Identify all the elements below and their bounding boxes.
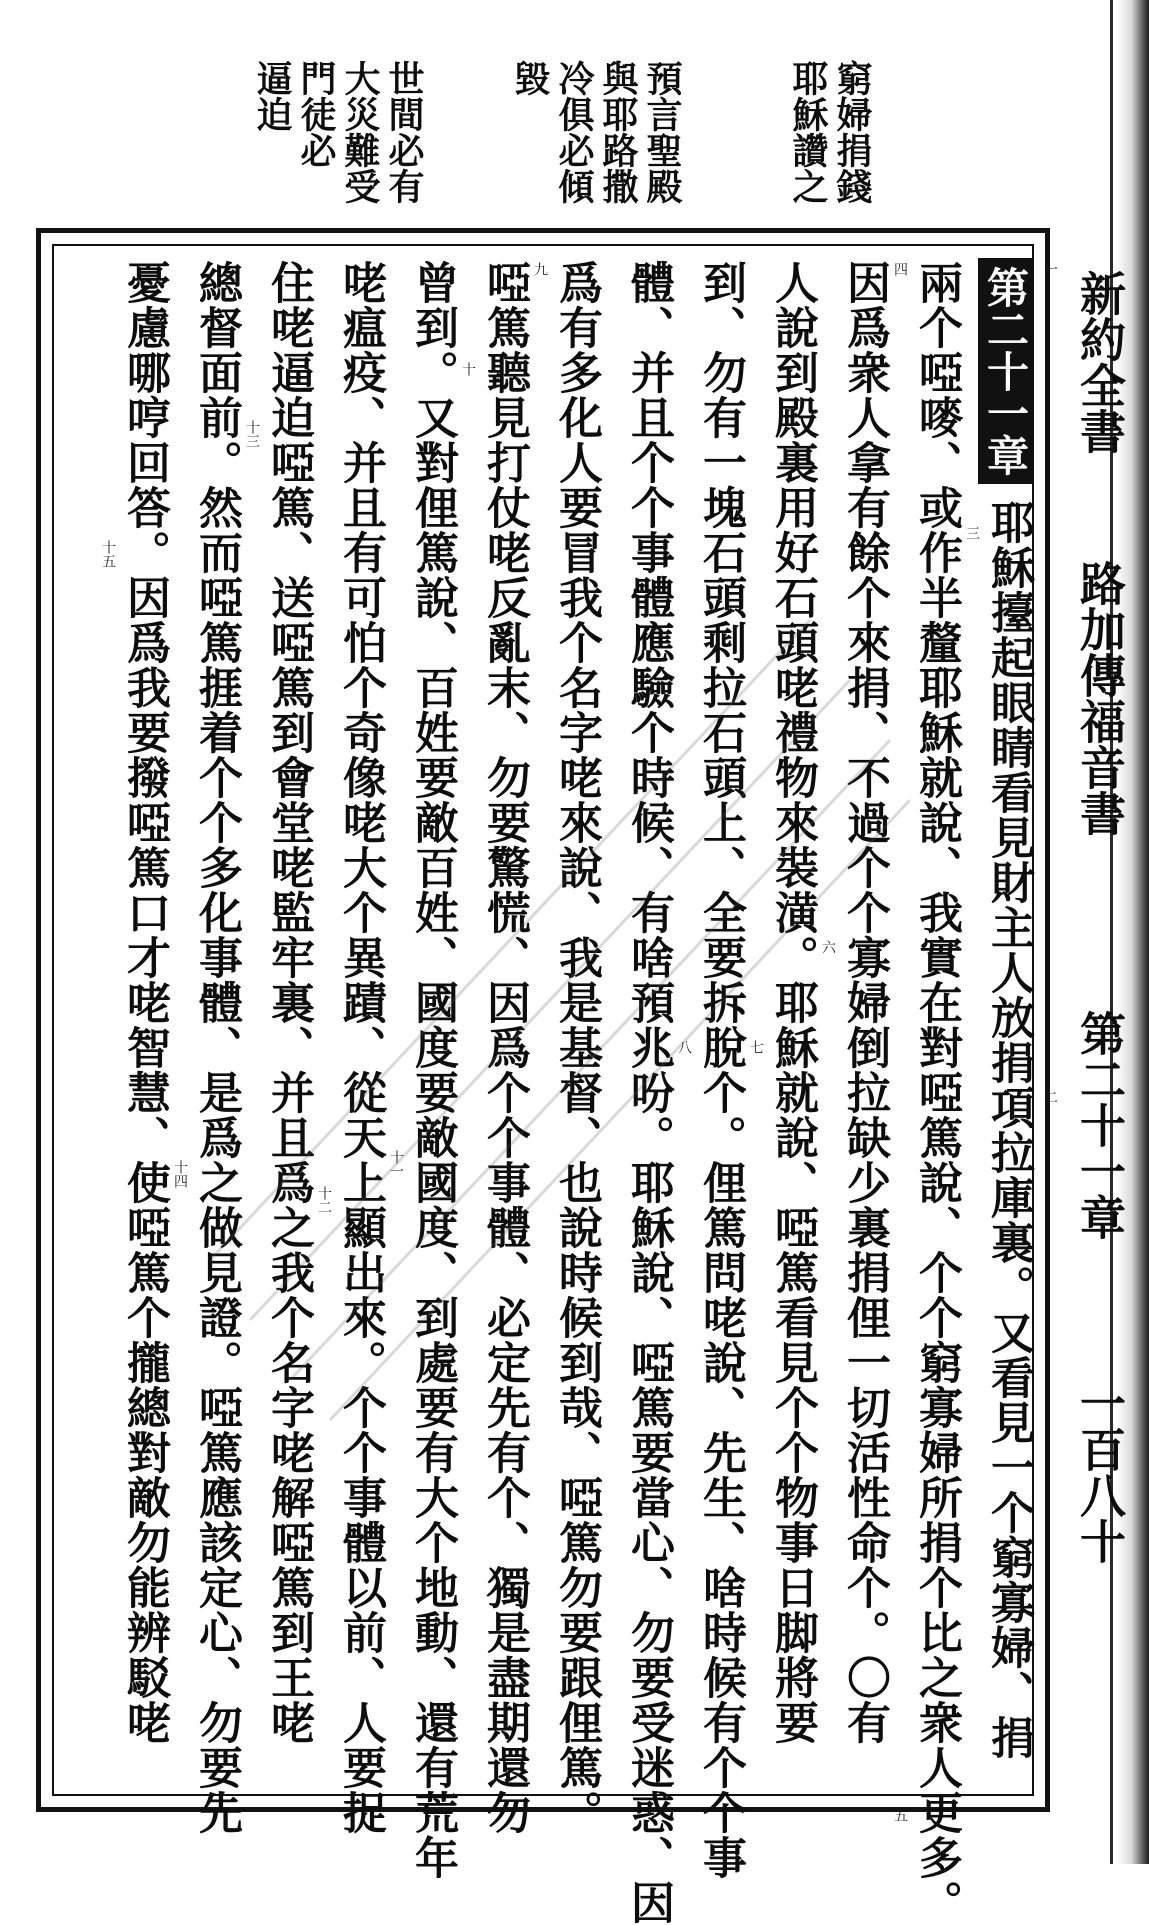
verse-number: 二 — [1042, 1090, 1058, 1104]
margin-gloss: 大災難受 — [339, 60, 381, 204]
margin-gloss: 耶穌讚之 — [787, 60, 829, 204]
margin-gloss: 世間必有 — [383, 60, 425, 204]
body-column-11: 住咾逼迫啞篤、送啞篤到會堂咾監牢裏、并且爲之我个名字咾解啞篤到王咾 — [263, 260, 314, 1745]
verse-number: 四 — [892, 262, 908, 276]
book-title: 新約全書 — [1073, 270, 1127, 454]
body-column-5: 到、勿有一塊石頭剩拉石頭上、全要拆脫个。俚篤問咾說、先生、啥時候有个个事 — [695, 260, 746, 1880]
margin-gloss: 冷俱必傾 — [553, 60, 595, 204]
verse-number: 九 — [532, 262, 548, 276]
margin-gloss: 預言聖殿 — [641, 60, 683, 204]
body-column-3: 因爲衆人拿有餘个來捐、不過个个寡婦倒拉缺少裏捐俚一切活性命个。〇有 — [839, 260, 890, 1745]
verse-number: 七 — [748, 1040, 764, 1054]
chapter-mark: 第二十一章 — [978, 258, 1032, 484]
verse-number: 六 — [820, 940, 836, 954]
verse-number: 十四 — [172, 1160, 188, 1188]
verse-number: 五 — [892, 1808, 908, 1822]
body-column-4: 人說到殿裏用好石頭咾禮物來裝潢。耶穌就說、啞篤看見个个物事日脚將要 — [767, 260, 818, 1745]
verse-number: 三 — [964, 526, 980, 540]
body-column-7: 爲有多化人要冒我个名字咾來說、我是基督、也說時候到哉、啞篤勿要跟俚篤。 — [551, 260, 602, 1835]
verse-number: 十 — [460, 362, 476, 376]
body-column-1: 耶穌擡起眼睛看見財主人放捐項拉庫裏。又看見一个窮寡婦、捐 — [983, 500, 1034, 1760]
body-column-12: 總督面前。然而啞篤捱着个个多化事體、是爲之做見證。啞篤應該定心、勿要先 — [191, 260, 242, 1835]
margin-gloss: 門徒必 — [295, 60, 337, 168]
verse-number: 十三 — [244, 420, 260, 448]
margin-gloss: 窮婦捐錢 — [831, 60, 873, 204]
body-column-6: 體、并且个个事體應驗个時候、有啥預兆吩。耶穌說、啞篤要當心、勿要受迷惑、因 — [623, 260, 674, 1925]
verse-number: 一 — [1042, 262, 1058, 276]
body-column-9: 曾到。又對俚篤說、百姓要敵百姓、國度要敵國度、到處要有大个地動、還有荒年 — [407, 260, 458, 1880]
body-column-2: 兩个啞嘜、或作半釐耶穌就說、我實在對啞篤說、个个窮寡婦所捐个比之衆人更多。 — [911, 260, 962, 1925]
margin-gloss: 與耶路撒 — [597, 60, 639, 204]
body-column-8: 啞篤聽見打仗咾反亂末、勿要驚慌、因爲个个事體、必定先有个、獨是盡期還勿 — [479, 260, 530, 1835]
verse-number: 十二 — [316, 1186, 332, 1214]
margin-gloss: 逼迫 — [251, 60, 293, 132]
gospel-title: 路加傳福音書 — [1073, 560, 1127, 836]
body-column-10: 咾瘟疫、并且有可怕个奇像咾大个異蹟、從天上顯出來。个个事體以前、人要捉 — [335, 260, 386, 1835]
page-number: 一百八十 — [1073, 1380, 1127, 1564]
chapter-heading: 第二十一章 — [1073, 1010, 1127, 1240]
body-column-13: 憂慮哪哼回答。因爲我要撥啞篤口才咾智慧、使啞篤个攏總對敵勿能辨駁咾 — [119, 260, 170, 1745]
verse-number: 十五 — [100, 540, 116, 568]
verse-number: 八 — [676, 1040, 692, 1054]
verse-number: 十一 — [388, 1150, 404, 1178]
margin-gloss: 毀 — [509, 60, 551, 96]
